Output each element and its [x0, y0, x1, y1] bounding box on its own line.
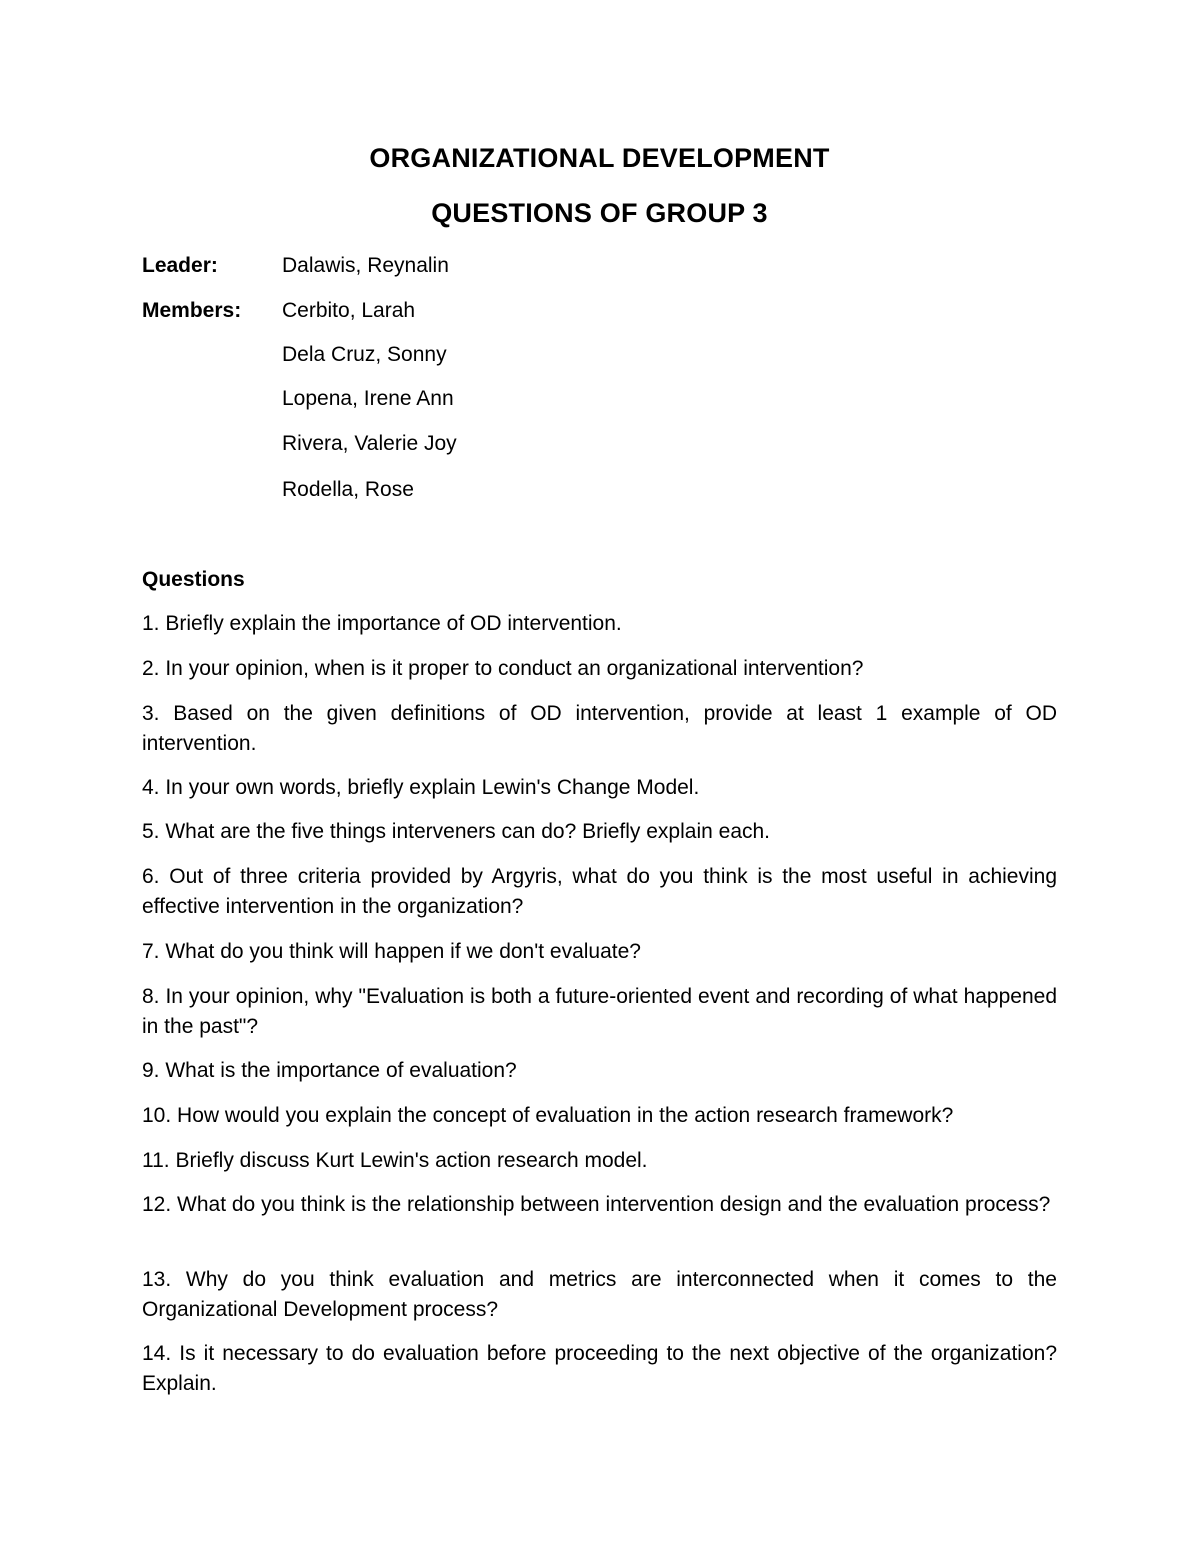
question-item: 1. Briefly explain the importance of OD intervention.	[142, 612, 622, 635]
question-item: 8. In your opinion, why "Evaluation is both a future-oriented event and recording of what happened in the past"?	[142, 985, 1057, 1038]
question-item: 13. Why do you think evaluation and metrics are interconnected when it comes to the Organizational Development process?	[142, 1268, 1057, 1321]
member-name: Rivera, Valerie Joy	[282, 432, 457, 455]
document-page	[142, 0, 1057, 1553]
member-name: Cerbito, Larah	[282, 299, 416, 322]
members-label: Members:	[142, 299, 242, 322]
question-item: 7. What do you think will happen if we don't evaluate?	[142, 940, 641, 963]
question-item: 12. What do you think is the relationship between intervention design and the evaluation process?	[142, 1193, 1051, 1216]
question-item: 2. In your opinion, when is it proper to conduct an organizational intervention?	[142, 657, 864, 680]
document-title: ORGANIZATIONAL DEVELOPMENT	[369, 143, 830, 173]
question-item: 11. Briefly discuss Kurt Lewin's action research model.	[142, 1149, 648, 1172]
question-item: 5. What are the five things interveners can do? Briefly explain each.	[142, 820, 771, 843]
question-item: 4. In your own words, briefly explain Lewin's Change Model.	[142, 776, 700, 799]
question-item: 10. How would you explain the concept of evaluation in the action research framework?	[142, 1104, 954, 1127]
question-item: 9. What is the importance of evaluation?	[142, 1059, 517, 1082]
questions-heading: Questions	[142, 568, 245, 591]
member-name: Lopena, Irene Ann	[282, 387, 454, 410]
question-item: 6. Out of three criteria provided by Argyris, what do you think is the most useful in achieving effective intervention in the organization?	[142, 865, 1057, 918]
member-name: Rodella, Rose	[282, 478, 414, 501]
question-item: 3. Based on the given definitions of OD intervention, provide at least 1 example of OD intervention.	[142, 702, 1057, 755]
document-subtitle: QUESTIONS OF GROUP 3	[431, 198, 768, 228]
question-item: 14. Is it necessary to do evaluation before proceeding to the next objective of the organization? Explain.	[142, 1342, 1057, 1395]
leader-label: Leader:	[142, 254, 218, 277]
member-name: Dela Cruz, Sonny	[282, 343, 447, 366]
leader-name: Dalawis, Reynalin	[282, 254, 449, 277]
